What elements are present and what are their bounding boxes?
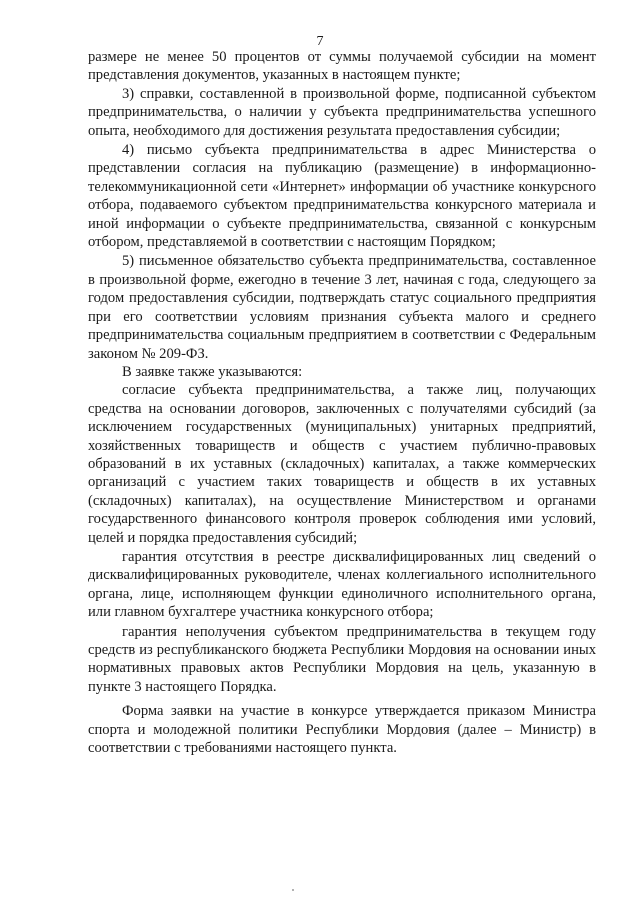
- document-body: [88, 48, 596, 757]
- paragraph-continuation: размере не менее 50 процентов от суммы получаемой субсидии на момент представления документов, указанных в настоящем пункте;: [88, 49, 596, 84]
- page-number: 7: [316, 34, 324, 49]
- paragraph-item-3: 3) справки, составленной в произвольной форме, подписанной субъектом предпринимательства, о наличии у субъекта предпринимательства успешного опыта, необходимого для достижения результата предоставления субсидии;: [88, 85, 596, 139]
- paragraph-also-indicated: В заявке также указываются:: [122, 363, 303, 380]
- paragraph-item-4: 4) письмо субъекта предпринимательства в адрес Министерства о представлении согласия на публикацию (размещение) в информационно-телекоммуникационной сети «Интернет» информации об участнике конкурсного отбора, подаваемого субъектом предпринимательства конкурсного материала и иной информации о субъекте предпринимательства, связанной с конкурсным отбором, представляемой в соответствии с настоящим Порядком;: [88, 142, 596, 251]
- paragraph-application-form: Форма заявки на участие в конкурсе утверждается приказом Министра спорта и молодежной политики Республики Мордовия (далее – Министр) в соответствии с требованиями настоящего пункта.: [88, 703, 596, 757]
- paragraph-item-5: 5) письменное обязательство субъекта предпринимательства, составленное в произвольной форме, ежегодно в течение 3 лет, начиная с года, следующего за годом предоставления субсидии, подтверждать статус социального предприятия при его соответствии условиям признания субъекта малого и среднего предпринимательства социальным предприятием в соответствии с Федеральным законом № 209-ФЗ.: [88, 253, 596, 362]
- scan-speck: [292, 889, 294, 891]
- paragraph-consent: согласие субъекта предпринимательства, а также лиц, получающих средства на основании договоров, заключенных с получателями субсидий (за исключением государственных (муниципальных) унитарных предприятий, хозяйственных товариществ и обществ с участием публично-правовых образований в их уставных (складочных) капиталах, а также коммерческих организаций с участием таких товариществ и обществ в их уставных (складочных) капиталах), на осуществление Министерством и органами государственного финансового контроля проверок соблюдения ими условий, целей и порядка предоставления субсидий;: [88, 382, 596, 546]
- paragraph-disqualification-guarantee: гарантия отсутствия в реестре дисквалифицированных лиц сведений о дисквалифицированных руководителе, членах коллегиального исполнительного органа, лице, исполняющем функции единоличного исполнительного органа, или главном бухгалтере участника конкурсного отбора;: [88, 548, 596, 621]
- paragraph-non-receipt-guarantee: гарантия неполучения субъектом предпринимательства в текущем году средств из республиканского бюджета Республики Мордовия на основании иных нормативных правовых актов Республики Мордовия на цель, указанную в пункте 3 настоящего Порядка.: [88, 623, 596, 695]
